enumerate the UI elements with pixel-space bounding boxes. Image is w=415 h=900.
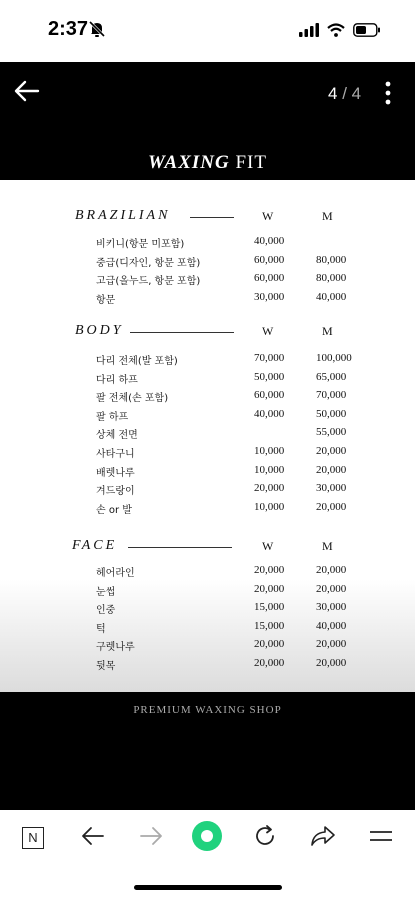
price-row [0, 482, 415, 500]
share-button[interactable] [306, 823, 340, 853]
column-m: M [322, 209, 333, 223]
price-row [0, 601, 415, 619]
price-w: 40,000 [254, 408, 285, 420]
price-m: 30,000 [316, 482, 347, 494]
price-row [0, 254, 415, 272]
price-m: 40,000 [316, 620, 347, 632]
page-separator: / [342, 84, 347, 103]
item-name: 헤어라인 [96, 568, 135, 579]
document-title [0, 152, 415, 174]
price-m: 30,000 [316, 601, 347, 613]
section-header-face [0, 538, 415, 558]
item-name: 손 or 발 [96, 505, 132, 516]
more-vertical-icon [384, 91, 392, 110]
column-w: W [262, 324, 274, 338]
price-w: 50,000 [254, 371, 285, 383]
item-name: 항문 [96, 295, 116, 306]
price-row [0, 564, 415, 582]
price-row [0, 291, 415, 309]
item-name: 배렛나루 [96, 468, 135, 479]
price-w: 20,000 [254, 657, 285, 669]
item-name: 비키니(항문 미포함) [96, 239, 185, 250]
price-row [0, 235, 415, 253]
price-m: 50,000 [316, 408, 347, 420]
item-name: 구렛나루 [96, 642, 135, 653]
price-menu [0, 180, 415, 692]
section-divider [130, 332, 234, 333]
price-w: 10,000 [254, 501, 285, 513]
price-w: 20,000 [254, 482, 285, 494]
price-w: 20,000 [254, 638, 285, 650]
price-row [0, 583, 415, 601]
home-button[interactable] [16, 823, 50, 853]
section-name: BODY [75, 323, 124, 338]
price-w: 40,000 [254, 235, 285, 247]
page-total: 4 [351, 84, 362, 103]
home-indicator[interactable] [134, 885, 282, 890]
column-m: M [322, 324, 333, 338]
price-m: 70,000 [316, 389, 347, 401]
price-w: 20,000 [254, 564, 285, 576]
price-w: 70,000 [254, 352, 285, 364]
item-name: 다리 하프 [96, 375, 138, 386]
section-name: BRAZILIAN [75, 208, 171, 223]
bell-slash-icon [88, 20, 106, 42]
share-icon [310, 825, 336, 851]
viewer-header [0, 62, 415, 180]
price-w: 60,000 [254, 272, 285, 284]
battery-icon [353, 22, 381, 41]
item-name: 턱 [96, 624, 106, 635]
section-divider [128, 547, 232, 548]
price-m: 20,000 [316, 564, 347, 576]
menu-icon [369, 828, 393, 848]
price-m: 20,000 [316, 583, 347, 595]
price-m: 20,000 [316, 638, 347, 650]
price-w: 60,000 [254, 389, 285, 401]
item-name: 다리 전체(발 포함) [96, 356, 178, 367]
price-w: 20,000 [254, 583, 285, 595]
price-m: 20,000 [316, 464, 347, 476]
signal-icon [299, 22, 319, 41]
page-current: 4 [328, 84, 338, 103]
price-row [0, 389, 415, 407]
price-row [0, 464, 415, 482]
item-name: 겨드랑이 [96, 486, 135, 497]
price-m: 65,000 [316, 371, 347, 383]
menu-button[interactable] [364, 823, 398, 853]
price-m: 55,000 [316, 426, 347, 438]
price-row [0, 657, 415, 675]
item-name: 상체 전면 [96, 430, 138, 441]
column-m: M [322, 539, 333, 553]
reload-button[interactable] [248, 823, 282, 853]
green-dot-icon [191, 820, 223, 856]
section-header-body [0, 323, 415, 343]
more-options-button[interactable] [384, 80, 398, 110]
price-w: 15,000 [254, 601, 285, 613]
item-name: 고급(올누드, 항문 포함) [96, 276, 201, 287]
status-time: 2:37 [48, 18, 89, 40]
item-name: 인중 [96, 605, 116, 616]
price-w: 60,000 [254, 254, 285, 266]
green-dot-button[interactable] [190, 823, 224, 853]
price-m: 80,000 [316, 272, 347, 284]
title-rest: FIT [229, 152, 267, 173]
price-row [0, 638, 415, 656]
section-name: FACE [72, 538, 118, 553]
shop-name: PREMIUM WAXING SHOP [133, 704, 282, 716]
back-arrow-icon [14, 89, 40, 108]
price-m: 40,000 [316, 291, 347, 303]
item-name: 팔 하프 [96, 412, 129, 423]
price-row [0, 501, 415, 519]
document-footer [0, 692, 415, 810]
price-m: 80,000 [316, 254, 347, 266]
section-header-brazilian [0, 208, 415, 228]
item-name: 중급(디자인, 항문 포함) [96, 258, 201, 269]
price-row [0, 620, 415, 638]
price-row [0, 426, 415, 444]
price-row [0, 352, 415, 370]
section-divider [190, 217, 234, 218]
price-row [0, 371, 415, 389]
forward-nav-button[interactable] [134, 823, 168, 853]
column-w: W [262, 209, 274, 223]
item-name: 사타구니 [96, 449, 135, 460]
price-w: 10,000 [254, 445, 285, 457]
price-w: 30,000 [254, 291, 285, 303]
home-n-icon: N [22, 827, 44, 849]
price-row [0, 272, 415, 290]
column-w: W [262, 539, 274, 553]
status-bar [0, 0, 415, 62]
back-button[interactable] [14, 78, 46, 106]
item-name: 팔 전체(손 포함) [96, 393, 169, 404]
price-m: 100,000 [316, 352, 352, 364]
price-m: 20,000 [316, 657, 347, 669]
item-name: 눈썹 [96, 587, 116, 598]
back-nav-button[interactable] [76, 823, 110, 853]
price-row [0, 445, 415, 463]
price-m: 20,000 [316, 501, 347, 513]
title-main: WAXING [148, 152, 230, 173]
arrow-right-icon [139, 826, 163, 850]
page-counter [328, 84, 361, 104]
arrow-left-icon [81, 826, 105, 850]
wifi-icon [327, 22, 345, 41]
item-name: 뒷목 [96, 661, 116, 672]
price-w: 10,000 [254, 464, 285, 476]
reload-icon [253, 824, 277, 852]
price-row [0, 408, 415, 426]
price-m: 20,000 [316, 445, 347, 457]
price-w: 15,000 [254, 620, 285, 632]
